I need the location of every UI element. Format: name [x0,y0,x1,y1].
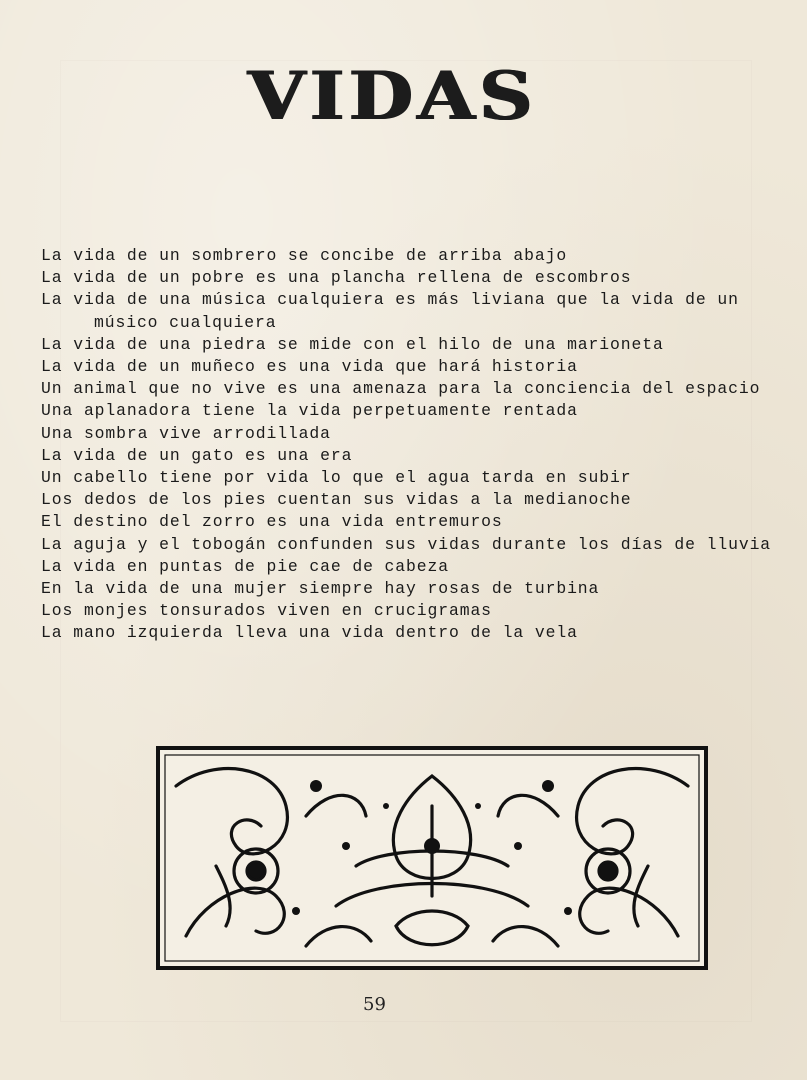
poem-lines [41,245,791,645]
poem-line: La vida de una piedra se mide con el hilo de una marioneta [41,334,664,354]
poem-line: La mano izquierda lleva una vida dentro de la vela [41,623,578,643]
poem-line: Un animal que no vive es una amenaza para la conciencia del espacio [41,379,761,399]
poem-line: La vida de una música cualquiera es más liviana que la vida de un músico cualquiera [41,290,739,332]
poem-line: El destino del zorro es una vida entremuros [41,512,503,532]
floral-ornament-icon [156,746,708,970]
page-number: 59 [363,994,386,1015]
poem-line: En la vida de una mujer siempre hay rosas de turbina [41,579,600,599]
poem-line: La vida de un pobre es una plancha rellena de escombros [41,268,632,288]
poem-line: La vida de un muñeco es una vida que hará historia [41,357,578,377]
page-title: VIDAS [248,57,538,135]
poem-line: Un cabello tiene por vida lo que el agua tarda en subir [41,468,632,488]
poem-line: La vida de un sombrero se concibe de arriba abajo [41,246,568,265]
poem-line: Una aplanadora tiene la vida perpetuamente rentada [41,401,578,421]
poem-line: Los dedos de los pies cuentan sus vidas a la medianoche [41,490,632,510]
poem-line: Los monjes tonsurados viven en crucigramas [41,601,492,621]
poem-line: La vida en puntas de pie cae de cabeza [41,556,449,576]
poem-line: La aguja y el tobogán confunden sus vidas durante los días de lluvia [41,534,772,554]
poem-line: La vida de un gato es una era [41,445,353,465]
poem-line: Una sombra vive arrodillada [41,423,331,443]
